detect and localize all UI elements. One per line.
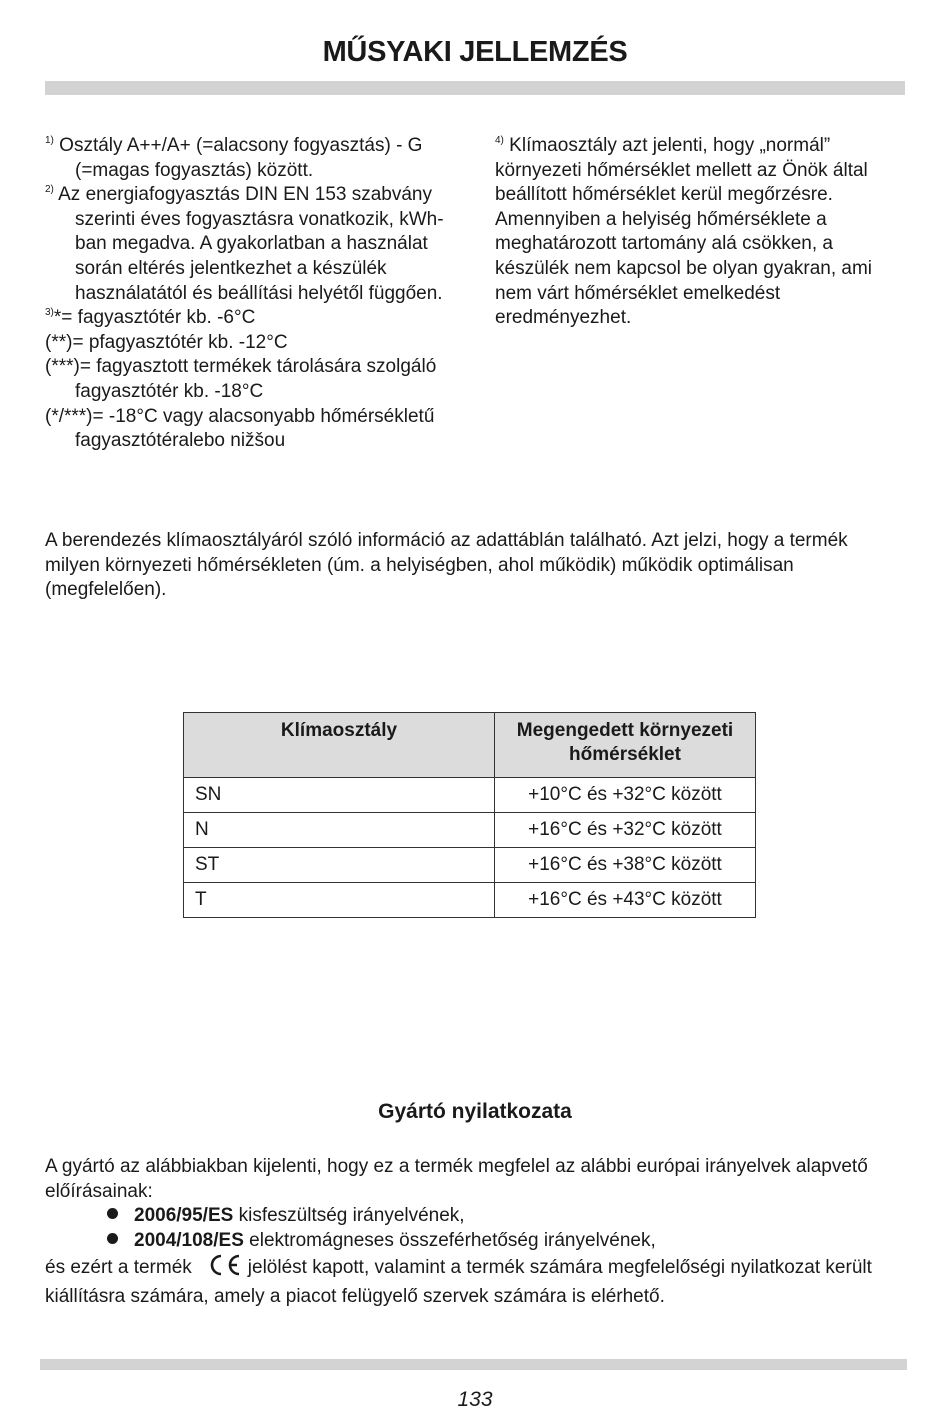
footnote-2: $^{2)}$ Az energiafogyasztás DIN EN 153 szabvány szerinti éves fogyasztásra vonatkozik, kWh-ban megadva. A gyakorlatban a használat során eltérés jelentkezhet a készülék használatától és beállítási helyétől függően. <box>45 184 444 304</box>
climate-class-cell: N <box>184 813 495 848</box>
header-climate-class: Klímaosztály <box>184 713 495 778</box>
directive-item: 2006/95/ES kisfeszültség irányelvének, <box>45 1204 910 1229</box>
temperature-range-cell: +16°C és +43°C között <box>495 883 756 918</box>
table-row <box>184 848 756 883</box>
table-header-row <box>184 713 756 778</box>
climate-info-paragraph: A berendezés klímaosztályáról szóló információ az adattáblán található. Azt jelzi, hogy a termék milyen környezeti hőmérsékleten (úm. a helyiségben, ahol működik) működik optimálisan (megfelelően). <box>45 530 848 601</box>
table-row <box>184 813 756 848</box>
table-row <box>184 778 756 813</box>
declaration-block <box>45 1155 910 1310</box>
footnotes-left-column <box>45 134 465 454</box>
footnote-1: $^{1)}$ Osztály A++/A+ (=alacsony fogyasztás) - G (=magas fogyasztás) között. <box>45 135 423 181</box>
footnote-3: $^{3)}$*= fagyasztótér kb. -6°C <box>45 307 256 329</box>
climate-class-cell: ST <box>184 848 495 883</box>
bullet-icon <box>107 1233 118 1244</box>
star-line-2: (**)= pfagyasztótér kb. -12°C <box>45 331 288 353</box>
temperature-range-cell: +10°C és +32°C között <box>495 778 756 813</box>
declaration-heading: Gyártó nyilatkozata <box>378 1100 572 1123</box>
ce-statement: és ezért a termék jelölést kapott, valamint a termék számára megfelelőségi nyilatkozat került kiállításra számára, amely a piacot felügyelő szervek számára is elérhető. <box>45 1253 910 1309</box>
table-row <box>184 883 756 918</box>
page-title: MŰSYAKI JELLEMZÉS <box>322 36 628 68</box>
page-number: 133 <box>457 1388 493 1411</box>
ce-mark-icon <box>206 1253 242 1285</box>
header-divider <box>45 81 905 95</box>
temperature-range-cell: +16°C és +38°C között <box>495 848 756 883</box>
bullet-icon <box>107 1208 118 1219</box>
directive-item: 2004/108/ES elektromágneses összeférhetőség irányelvének, <box>45 1229 910 1254</box>
header-allowed-temperature: Megengedett környezeti hőmérséklet <box>495 713 756 778</box>
climate-class-table <box>183 712 756 918</box>
star-line-3: (***)= fagyasztott termékek tárolására szolgáló fagyasztótér kb. -18°C <box>45 356 437 402</box>
footnote-4: $^{4)}$ Klímaosztály azt jelenti, hogy „normál” környezeti hőmérséklet mellett az Önök által beállított hőmérséklet kerül megőrzésre. Amennyiben a helyiség hőmérséklete a meghatározott tartomány alá csökken, a készülék nem kapcsol be olyan gyakran, ami nem várt hőmérséklet emelkedést eredményezhet. <box>495 135 873 329</box>
climate-class-cell: SN <box>184 778 495 813</box>
footer-divider <box>40 1359 907 1370</box>
star-line-4: (*/***)= -18°C vagy alacsonyabb hőmérsékletű fagyasztótéralebo nižšou <box>45 405 435 452</box>
climate-class-cell: T <box>184 883 495 918</box>
declaration-intro: A gyártó az alábbiakban kijelenti, hogy ez a termék megfelel az alábbi európai irányelvek alapvető előírásainak: <box>45 1156 868 1202</box>
temperature-range-cell: +16°C és +32°C között <box>495 813 756 848</box>
footnotes-right-column <box>495 134 910 331</box>
